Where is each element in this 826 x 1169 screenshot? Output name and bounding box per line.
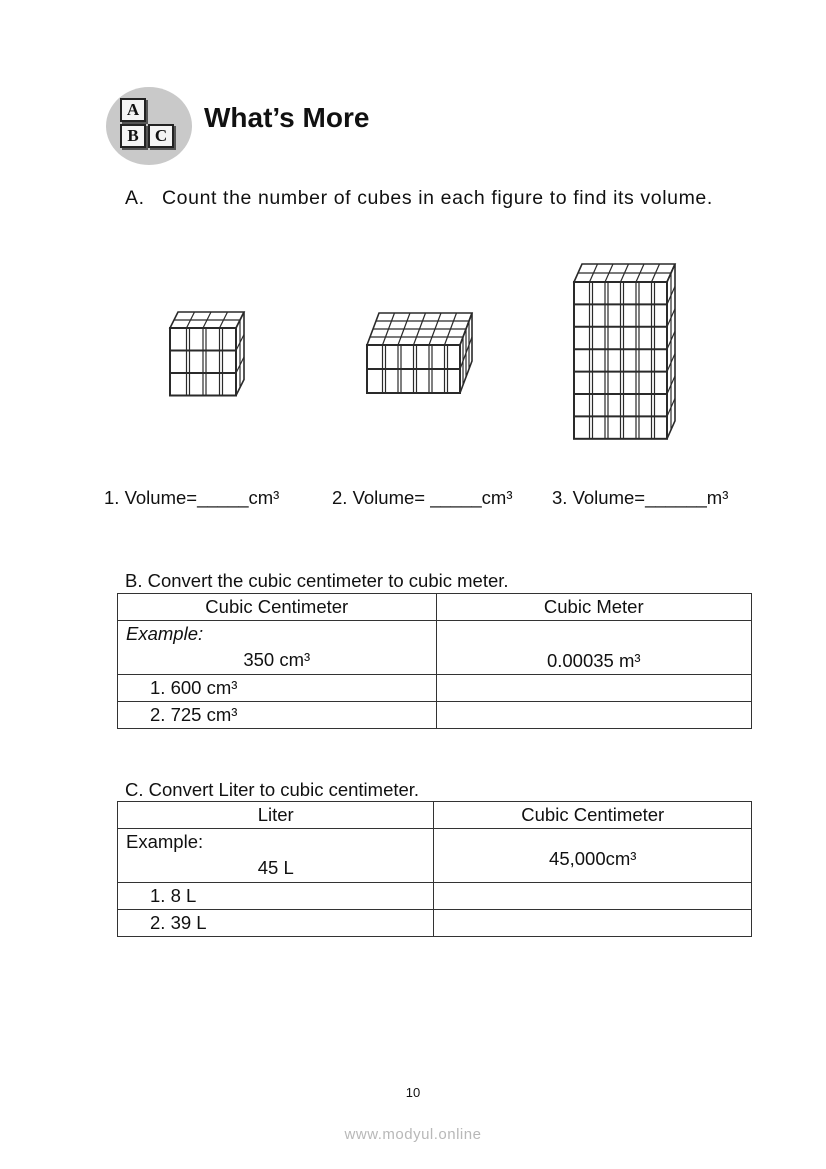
column-header-cubic-meter: Cubic Meter <box>436 594 751 621</box>
item-value: 2. 725 cm³ <box>118 702 437 729</box>
column-header-cubic-centimeter: Cubic Centimeter <box>434 802 752 829</box>
example-label: Example: <box>126 831 204 852</box>
example-cell <box>118 829 434 883</box>
table-row <box>118 702 752 729</box>
answer-blank[interactable] <box>436 675 751 702</box>
cube-figures <box>0 0 826 470</box>
section-title: What’s More <box>204 102 370 133</box>
instruction-a-text: Count the number of cubes in each figure to find its volume. <box>162 187 713 209</box>
column-header-cubic-centimeter: Cubic Centimeter <box>118 594 437 621</box>
volume-answer-3: 3. Volume=______m³ <box>552 487 729 508</box>
table-row <box>118 910 752 937</box>
table-row <box>118 883 752 910</box>
item-value: 1. 8 L <box>118 883 434 910</box>
block-b: B <box>120 124 146 148</box>
instruction-a-number: A. <box>125 187 145 209</box>
example-value: 45 L <box>257 857 294 878</box>
table-row <box>118 675 752 702</box>
watermark: www.modyul.online <box>344 1126 482 1143</box>
example-cell <box>118 621 437 675</box>
example-label: Example: <box>126 623 204 644</box>
table-liter-to-cm <box>117 801 752 937</box>
volume-answer-1: 1. Volume=_____cm³ <box>104 487 280 508</box>
example-value: 350 cm³ <box>243 649 311 670</box>
block-c: C <box>148 124 174 148</box>
example-answer: 0.00035 m³ <box>436 621 751 675</box>
column-header-liter: Liter <box>118 802 434 829</box>
instruction-c: C. Convert Liter to cubic centimeter. <box>125 779 420 800</box>
instruction-b: B. Convert the cubic centimeter to cubic meter. <box>125 570 509 591</box>
table-cm-to-m <box>117 593 752 729</box>
page-number: 10 <box>405 1085 421 1100</box>
block-a: A <box>120 98 146 122</box>
answer-blank[interactable] <box>434 883 752 910</box>
item-value: 1. 600 cm³ <box>118 675 437 702</box>
figure-2 <box>367 313 472 393</box>
answer-blank[interactable] <box>436 702 751 729</box>
answer-blank[interactable] <box>434 910 752 937</box>
figure-1 <box>170 312 244 396</box>
item-value: 2. 39 L <box>118 910 434 937</box>
volume-answer-2: 2. Volume= _____cm³ <box>332 487 513 508</box>
example-answer: 45,000cm³ <box>434 829 752 883</box>
figure-3 <box>574 264 675 439</box>
